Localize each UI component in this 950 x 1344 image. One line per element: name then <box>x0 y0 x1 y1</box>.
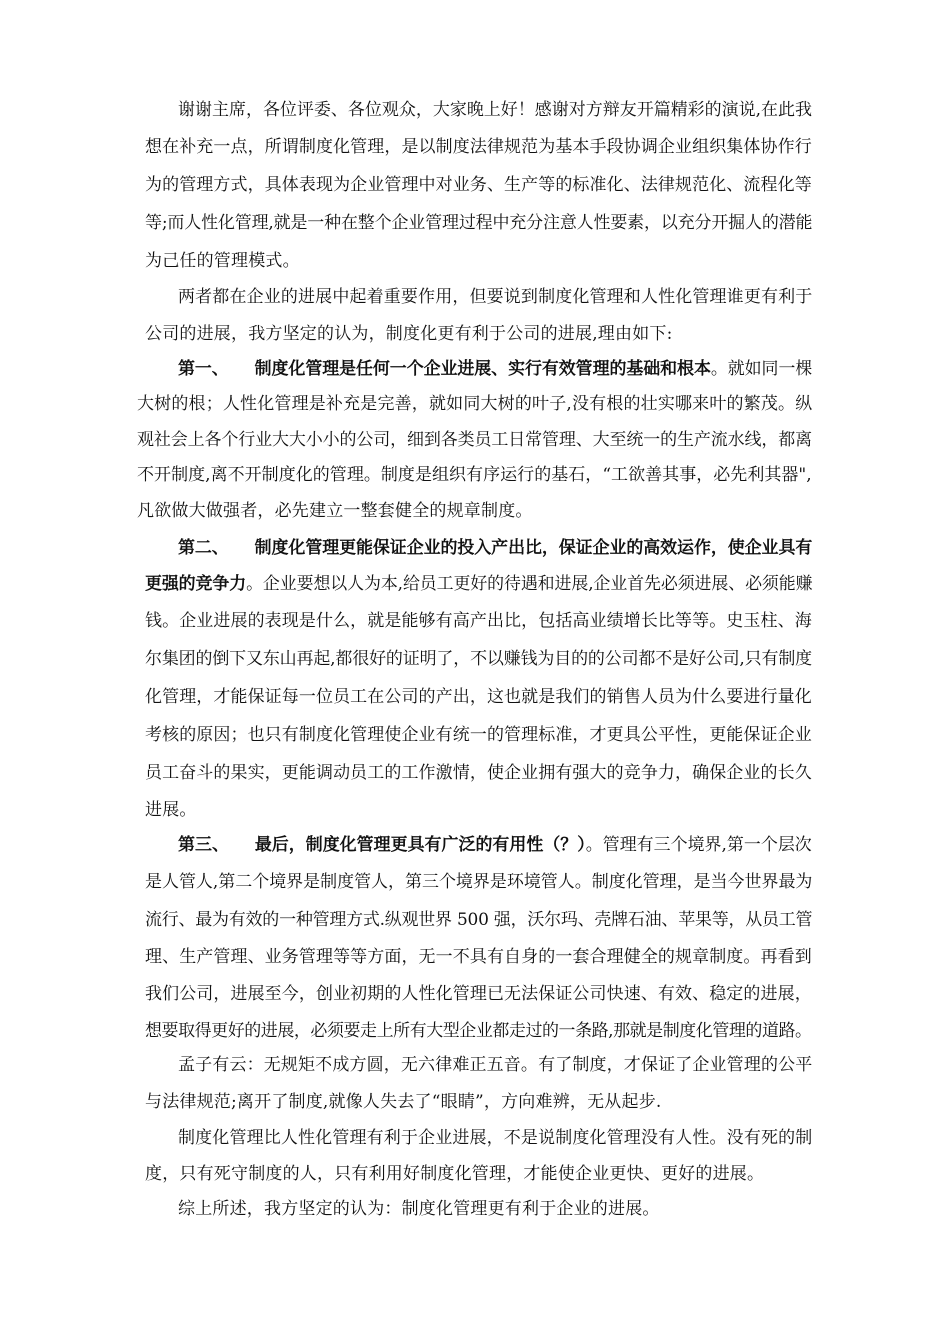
paragraph-3-line-4: 不开制度,离不开制度化的管理。制度是组织有序运行的基石，“工欲善其事，必先利其器", <box>137 465 812 485</box>
paragraph-8-line-1: 综上所述，我方坚定的认为：制度化管理更有利于企业的进展。 <box>178 1199 660 1219</box>
point-2-line-rest: 。企业要想以人为本,给员工更好的待遇和进展,企业首先必须进展、必须能赚 <box>246 574 813 594</box>
paragraph-4-line-4: 尔集团的倒下又东山再起,都很好的证明了，不以赚钱为目的的公司都不是好公司,只有制度 <box>145 649 813 669</box>
point-2-heading-cont: 更强的竞争力 <box>145 574 247 594</box>
point-2-label: 第二、 <box>178 538 229 558</box>
paragraph-3-line-5: 凡欲做大做强者，必先建立一整套健全的规章制度。 <box>137 501 533 521</box>
paragraph-4-line-3: 钱。企业进展的表现是什么，就是能够有高产出比，包括高业绩增长比等等。史玉柱、海 <box>145 611 812 631</box>
paragraph-5-line-6: 想要取得更好的进展，必须要走上所有大型企业都走过的一条路,那就是制度化管理的道路。 <box>145 1021 812 1041</box>
paragraph-3-line-3: 观社会上各个行业大大小小的公司，细到各类员工日常管理、大至统一的生产流水线，都离 <box>137 430 812 450</box>
paragraph-4-line-1 <box>178 537 812 559</box>
paragraph-5-line-2: 是人管人,第二个境界是制度管人，第三个境界是环境管人。制度化管理，是当今世界最为 <box>145 872 813 892</box>
point-3-line-rest: 。管理有三个境界,第一个层次 <box>585 835 812 855</box>
point-3-label: 第三、 <box>178 835 229 855</box>
point-3-heading: 最后，制度化管理更具有广泛的有用性（？） <box>254 835 586 855</box>
paragraph-3-line-2: 大树的根；人性化管理是补充是完善，就如同大树的叶子,没有根的壮实哪来叶的繁茂。纵 <box>137 394 813 414</box>
paragraph-3-line-1 <box>178 358 812 380</box>
paragraph-5-line-1 <box>178 834 812 856</box>
paragraph-1-line-2: 想在补充一点，所谓制度化管理，是以制度法律规范为基本手段协调企业组织集体协作行 <box>145 137 812 157</box>
paragraph-1-line-5: 为己任的管理模式。 <box>145 251 300 271</box>
paragraph-4-line-2 <box>145 573 812 595</box>
paragraph-1-line-4: 等;而人性化管理,就是一种在整个企业管理过程中充分注意人性要素，以充分开掘人的潜能 <box>145 213 813 233</box>
point-1-line-rest: 。就如同一棵 <box>710 359 813 379</box>
paragraph-6-line-1: 孟子有云：无规矩不成方圆，无六律难正五音。有了制度，才保证了企业管理的公平 <box>178 1055 813 1075</box>
point-2-heading: 制度化管理更能保证企业的投入产出比，保证企业的高效运作，使企业具有 <box>254 538 813 558</box>
paragraph-4-line-7: 员工奋斗的果实，更能调动员工的工作激情，使企业拥有强大的竞争力，确保企业的长久 <box>145 763 812 783</box>
paragraph-2-line-1: 两者都在企业的进展中起着重要作用，但要说到制度化管理和人性化管理谁更有利于 <box>178 287 813 307</box>
paragraph-4-line-8: 进展。 <box>145 800 197 820</box>
paragraph-1-line-1: 谢谢主席，各位评委、各位观众，大家晚上好！感谢对方辩友开篇精彩的演说,在此我 <box>178 100 813 120</box>
paragraph-6-line-2: 与法律规范;离开了制度,就像人失去了“眼睛”，方向难辨，无从起步. <box>145 1092 662 1112</box>
paragraph-7-line-1: 制度化管理比人性化管理有利于企业进展，不是说制度化管理没有人性。没有死的制 <box>178 1128 813 1148</box>
paragraph-5-line-3: 流行、最为有效的一种管理方式.纵观世界 500 强，沃尔玛、壳牌石油、苹果等，从员工管 <box>145 910 813 930</box>
paragraph-2-line-2: 公司的进展，我方坚定的认为，制度化更有利于公司的进展,理由如下: <box>145 324 673 344</box>
paragraph-7-line-2: 度，只有死守制度的人，只有利用好制度化管理，才能使企业更快、更好的进展。 <box>145 1164 765 1184</box>
paragraph-1-line-3: 为的管理方式，具体表现为企业管理中对业务、生产等的标准化、法律规范化、流程化等 <box>145 175 812 195</box>
paragraph-4-line-6: 考核的原因；也只有制度化管理使企业有统一的管理标准，才更具公平性，更能保证企业 <box>145 725 812 745</box>
point-1-label: 第一、 <box>178 359 229 379</box>
paragraph-5-line-4: 理、生产管理、业务管理等等方面，无一不具有自身的一套合理健全的规章制度。再看到 <box>145 947 812 967</box>
paragraph-5-line-5: 我们公司，进展至今，创业初期的人性化管理已无法保证公司快速、有效、稳定的进展， <box>145 984 812 1004</box>
point-1-heading: 制度化管理是任何一个企业进展、实行有效管理的基础和根本 <box>254 359 711 379</box>
paragraph-4-line-5: 化管理，才能保证每一位员工在公司的产出，这也就是我们的销售人员为什么要进行量化 <box>145 687 812 707</box>
